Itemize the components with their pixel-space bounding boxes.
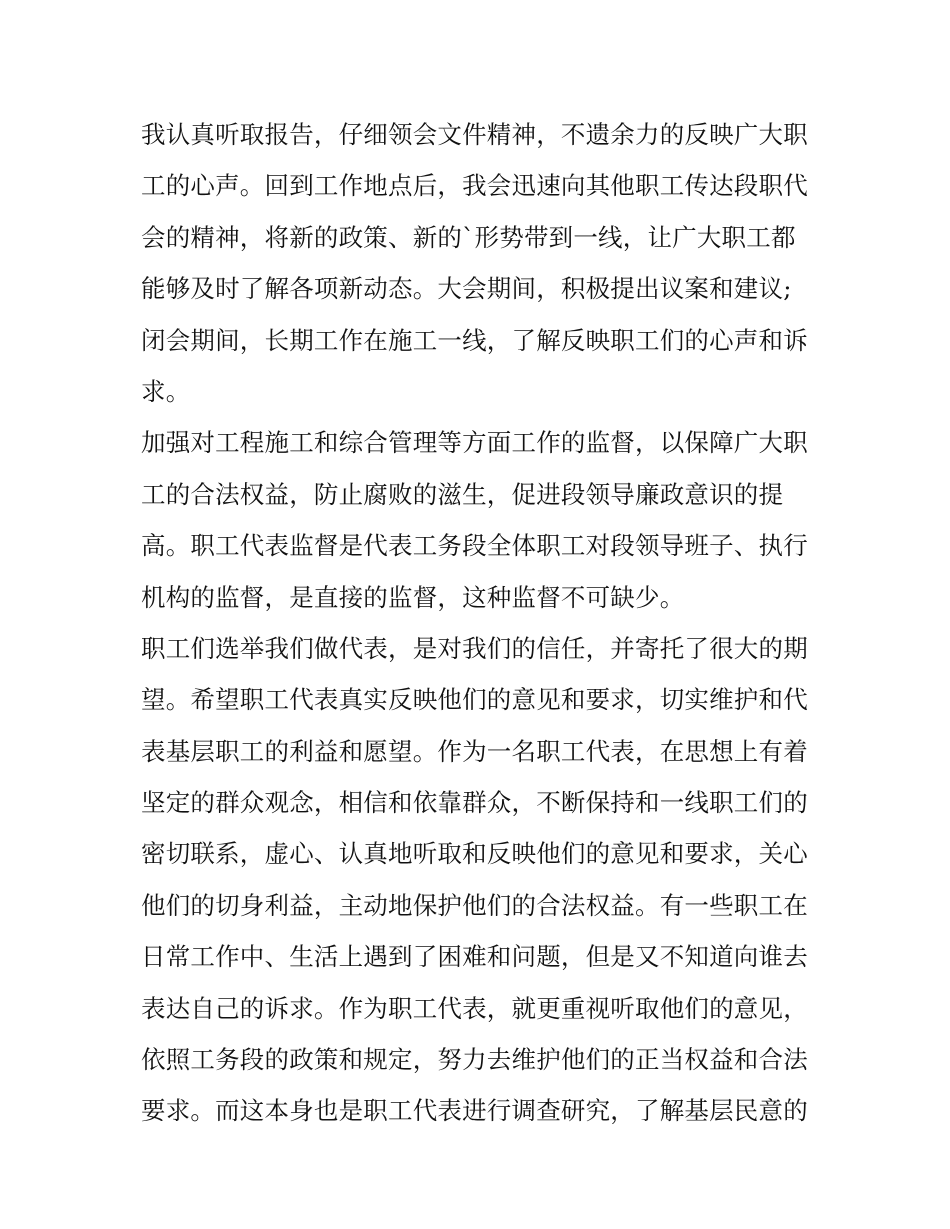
text-line: 密切联系，虚心、认真地听取和反映他们的意见和要求，关心 bbox=[141, 839, 808, 869]
text-line: 会的精神，将新的政策、新的`形势带到一线，让广大职工都 bbox=[141, 222, 796, 252]
text-line: 我认真听取报告，仔细领会文件精神，不遗余力的反映广大职 bbox=[141, 120, 808, 149]
text-line: 工的合法权益，防止腐败的滋生，促进段领导廉政意识的提 bbox=[141, 479, 784, 509]
text-line: 他们的切身利益，主动地保护他们的合法权益。有一些职工在 bbox=[141, 890, 808, 920]
document-body bbox=[141, 109, 821, 1137]
text-line: 表基层职工的利益和愿望。作为一名职工代表，在思想上有着 bbox=[141, 736, 808, 766]
text-line: 职工们选举我们做代表，是对我们的信任，并寄托了很大的期 bbox=[141, 633, 808, 663]
text-line: 机构的监督，是直接的监督，这种监督不可缺少。 bbox=[141, 582, 685, 612]
text-line: 坚定的群众观念，相信和依靠群众，不断保持和一线职工们的 bbox=[141, 788, 808, 818]
text-line: 依照工务段的政策和规定，努力去维护他们的正当权益和合法 bbox=[141, 1045, 808, 1075]
text-line: 能够及时了解各项新动态。大会期间，积极提出议案和建议; bbox=[141, 274, 792, 304]
text-line: 表达自己的诉求。作为职工代表，就更重视听取他们的意见， bbox=[141, 993, 808, 1023]
text-line: 日常工作中、生活上遇到了困难和问题，但是又不知道向谁去 bbox=[141, 942, 808, 972]
text-line: 工的心声。回到工作地点后，我会迅速向其他职工传达段职代 bbox=[141, 171, 808, 201]
text-line: 求。 bbox=[141, 376, 191, 406]
text-line: 高。职工代表监督是代表工务段全体职工对段领导班子、执行 bbox=[141, 531, 808, 561]
text-line: 要求。而这本身也是职工代表进行调查研究，了解基层民意的 bbox=[141, 1096, 808, 1126]
text-line: 加强对工程施工和综合管理等方面工作的监督，以保障广大职 bbox=[141, 428, 808, 458]
text-line: 闭会期间，长期工作在施工一线，了解反映职工们的心声和诉 bbox=[141, 325, 808, 355]
text-line: 望。希望职工代表真实反映他们的意见和要求，切实维护和代 bbox=[141, 685, 808, 715]
